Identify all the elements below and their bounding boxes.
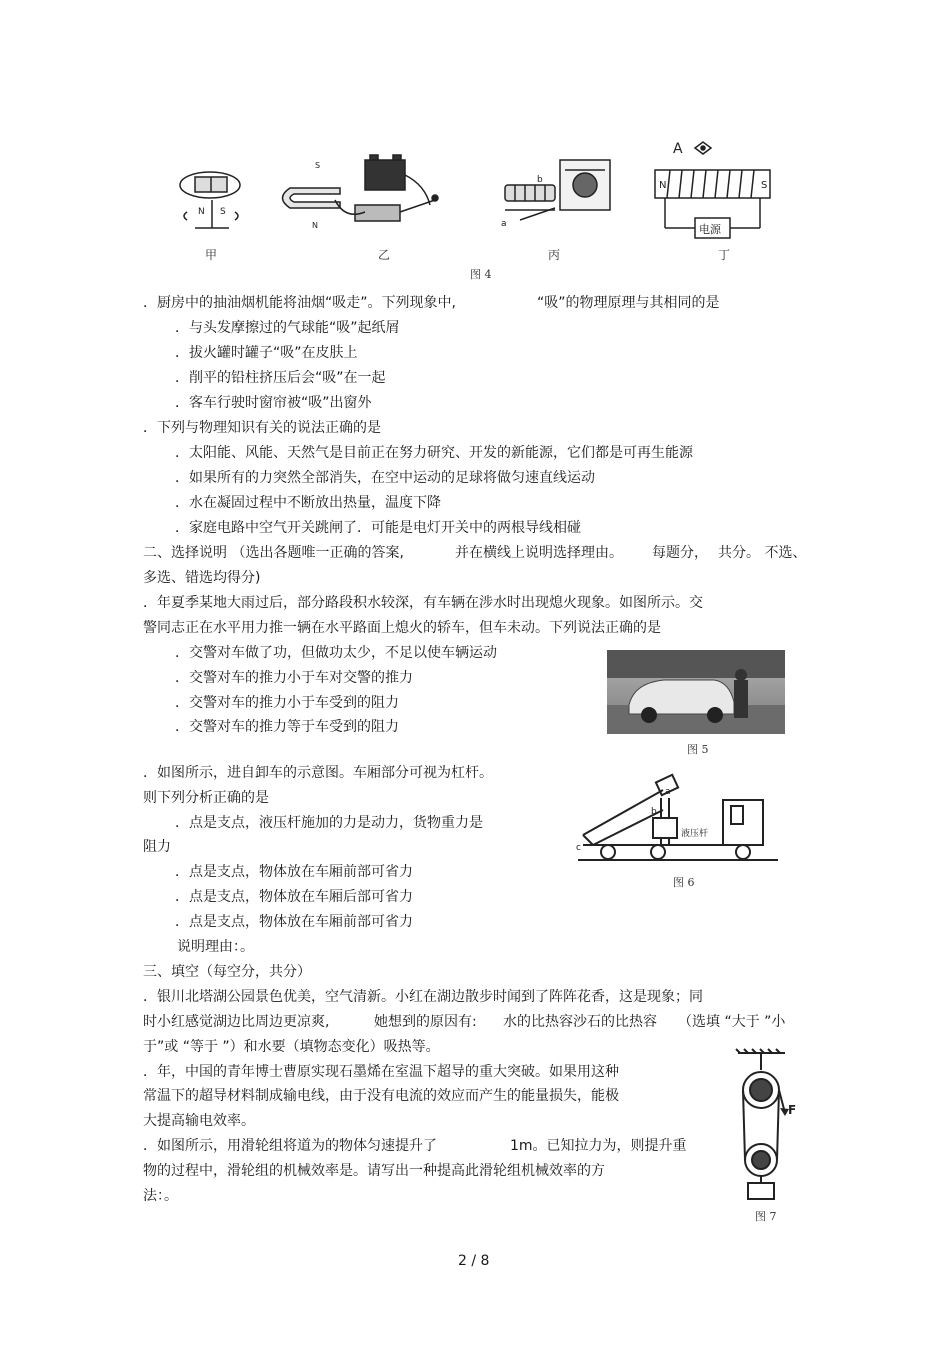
figure-6-caption: 图 6 [673,876,695,889]
q-park-line-2-b: 她想到的原因有: [374,1014,477,1030]
figure-7-force-label: F [788,1103,797,1117]
figure-4-ding-s: S [761,180,768,191]
figure-7-pulley [730,1048,800,1203]
figure-4-jia-s: S [220,207,226,217]
q-super-line-3: 大提高输电效率。 [143,1113,255,1129]
q-energy-option-b: ．如果所有的力突然全部消失，在空中运动的足球将做匀速直线运动 [175,470,595,486]
q-truck-stem-2: 则下列分析正确的是 [143,790,269,806]
section-2-line1-c: 每题分， [652,545,708,561]
q-park-line-3: 于”或 “等于 ”）和水要（填物态变化）吸热等。 [143,1039,440,1055]
q-energy-option-a: ．太阳能、风能、天然气是目前正在努力研究、开发的新能源，它们都是可再生能源 [175,445,693,461]
page-number: 2 / 8 [458,1253,490,1269]
figure-4-yi-s: S [315,161,321,170]
q-super-line-2: 常温下的超导材料制成输电线，由于没有电流的效应而产生的能量损失，能极 [143,1088,619,1104]
q-park-line-2-c: 水的比热容沙石的比热容 [503,1014,657,1030]
figure-4-power-label: 电源 [699,223,721,236]
figure-4-yi-diagram [283,155,439,221]
q-smoke-option-a: ．与头发摩擦过的气球能“吸”起纸屑 [175,320,400,336]
q-car-option-d: ．交警对车的推力等于车受到的阻力 [175,719,399,735]
q-park-line-2-a: 时小红感觉湖边比周边更凉爽, [143,1014,330,1030]
q-park-line-2-d: （选填 “大于 ”小 [678,1014,786,1030]
figure-4 [165,130,795,285]
q-park-line-1: ．银川北塔湖公园景色优美，空气清新。小红在湖边散步时闻到了阵阵花香，这是现象；同 [143,989,703,1005]
q-truck-reason: 说明理由：。 [177,939,254,955]
figure-6-rod-label: 液压杆 [681,829,709,839]
q-truck-option-a-2: 阻力 [143,839,171,855]
q-truck-option-a-1: ．点是支点，液压杆施加的力是动力，货物重力是 [175,815,483,831]
figure-4-yi-n: N [312,221,318,230]
figure-5-photo [607,650,785,734]
q-super-line-1: ．年，中国的青年博士曹原实现石墨烯在室温下超导的重大突破。如果用这种 [143,1064,619,1080]
q-smoke-option-d: ．客车行驶时窗帘被“吸”出窗外 [175,395,372,411]
q-car-stem-1: ．年夏季某地大雨过后，部分路段积水较深，有车辆在涉水时出现熄火现象。如图所示。交 [143,595,703,611]
figure-6-dump-truck [573,770,783,870]
q-car-stem-2: 警同志正在水平用力推一辆在水平路面上熄火的轿车，但车未动。下列说法正确的是 [143,620,661,636]
q-smoke-option-b: ．拔火罐时罐子“吸”在皮肤上 [175,345,358,361]
q-smoke-option-c: ．削平的铅柱挤压后会“吸”在一起 [175,370,386,386]
figure-4-ding-n: N [659,180,667,191]
figure-4-bing-diagram [505,160,610,220]
figure-6-label-b: b [651,807,657,817]
q-pulley-line-3: 法：。 [143,1188,178,1204]
q-truck-option-b: ．点是支点，物体放在车厢前部可省力 [175,864,413,880]
figure-4-label-yi: 乙 [378,248,391,262]
section-2-line1-d: 共分。 不选、 [718,545,807,561]
q-energy-stem: ．下列与物理知识有关的说法正确的是 [143,420,381,436]
figure-4-jia-n: N [198,207,205,217]
section-2-line1-b: 并在横线上说明选择理由。 [455,545,623,561]
figure-4-ding-a: A [673,141,683,157]
q-car-option-b: ．交警对车的推力小于车对交警的推力 [175,670,413,686]
figure-4-label-jia: 甲 [205,248,218,262]
q-smoke-stem-b: “吸”的物理原理与其相同的是 [537,295,720,311]
figure-5-caption: 图 5 [687,743,709,756]
figure-7-caption: 图 7 [755,1210,777,1223]
figure-4-jia-diagram [180,172,240,228]
figure-6-label-a: a [665,787,671,797]
section-3-title: 三、填空（每空分，共分） [143,964,311,980]
q-pulley-line-1-b: 1m。已知拉力为，则提升重 [510,1138,687,1154]
section-2-line1-a: 二、选择说明 （选出各题唯一正确的答案, [143,545,404,561]
figure-6-label-c: c [576,843,581,853]
q-energy-option-c: ．水在凝固过程中不断放出热量，温度下降 [175,495,441,511]
figure-4-caption: 图 4 [470,268,492,281]
q-truck-stem-1: ．如图所示，进自卸车的示意图。车厢部分可视为杠杆。 [143,765,493,781]
q-pulley-line-2: 物的过程中，滑轮组的机械效率是。请写出一种提高此滑轮组机械效率的方 [143,1163,605,1179]
section-2-line2: 多选、错选均得分) [143,570,261,586]
q-pulley-line-1-a: ．如图所示，用滑轮组将道为的物体匀速提升了 [143,1138,437,1154]
figure-4-bing-b: b [537,175,543,185]
q-truck-option-c: ．点是支点，物体放在车厢后部可省力 [175,889,413,905]
q-smoke-stem-a: ．厨房中的抽油烟机能将油烟“吸走”。下列现象中, [143,295,456,311]
q-car-option-c: ．交警对车的推力小于车受到的阻力 [175,695,399,711]
figure-4-label-bing: 丙 [548,248,561,262]
q-car-option-a: ．交警对车做了功，但做功太少，不足以使车辆运动 [175,645,497,661]
q-truck-option-d: ．点是支点，物体放在车厢前部可省力 [175,914,413,930]
figure-4-bing-a: a [501,219,507,229]
figure-4-label-ding: 丁 [718,248,731,262]
q-energy-option-d: ．家庭电路中空气开关跳闸了．可能是电灯开关中的两根导线相碰 [175,520,581,536]
